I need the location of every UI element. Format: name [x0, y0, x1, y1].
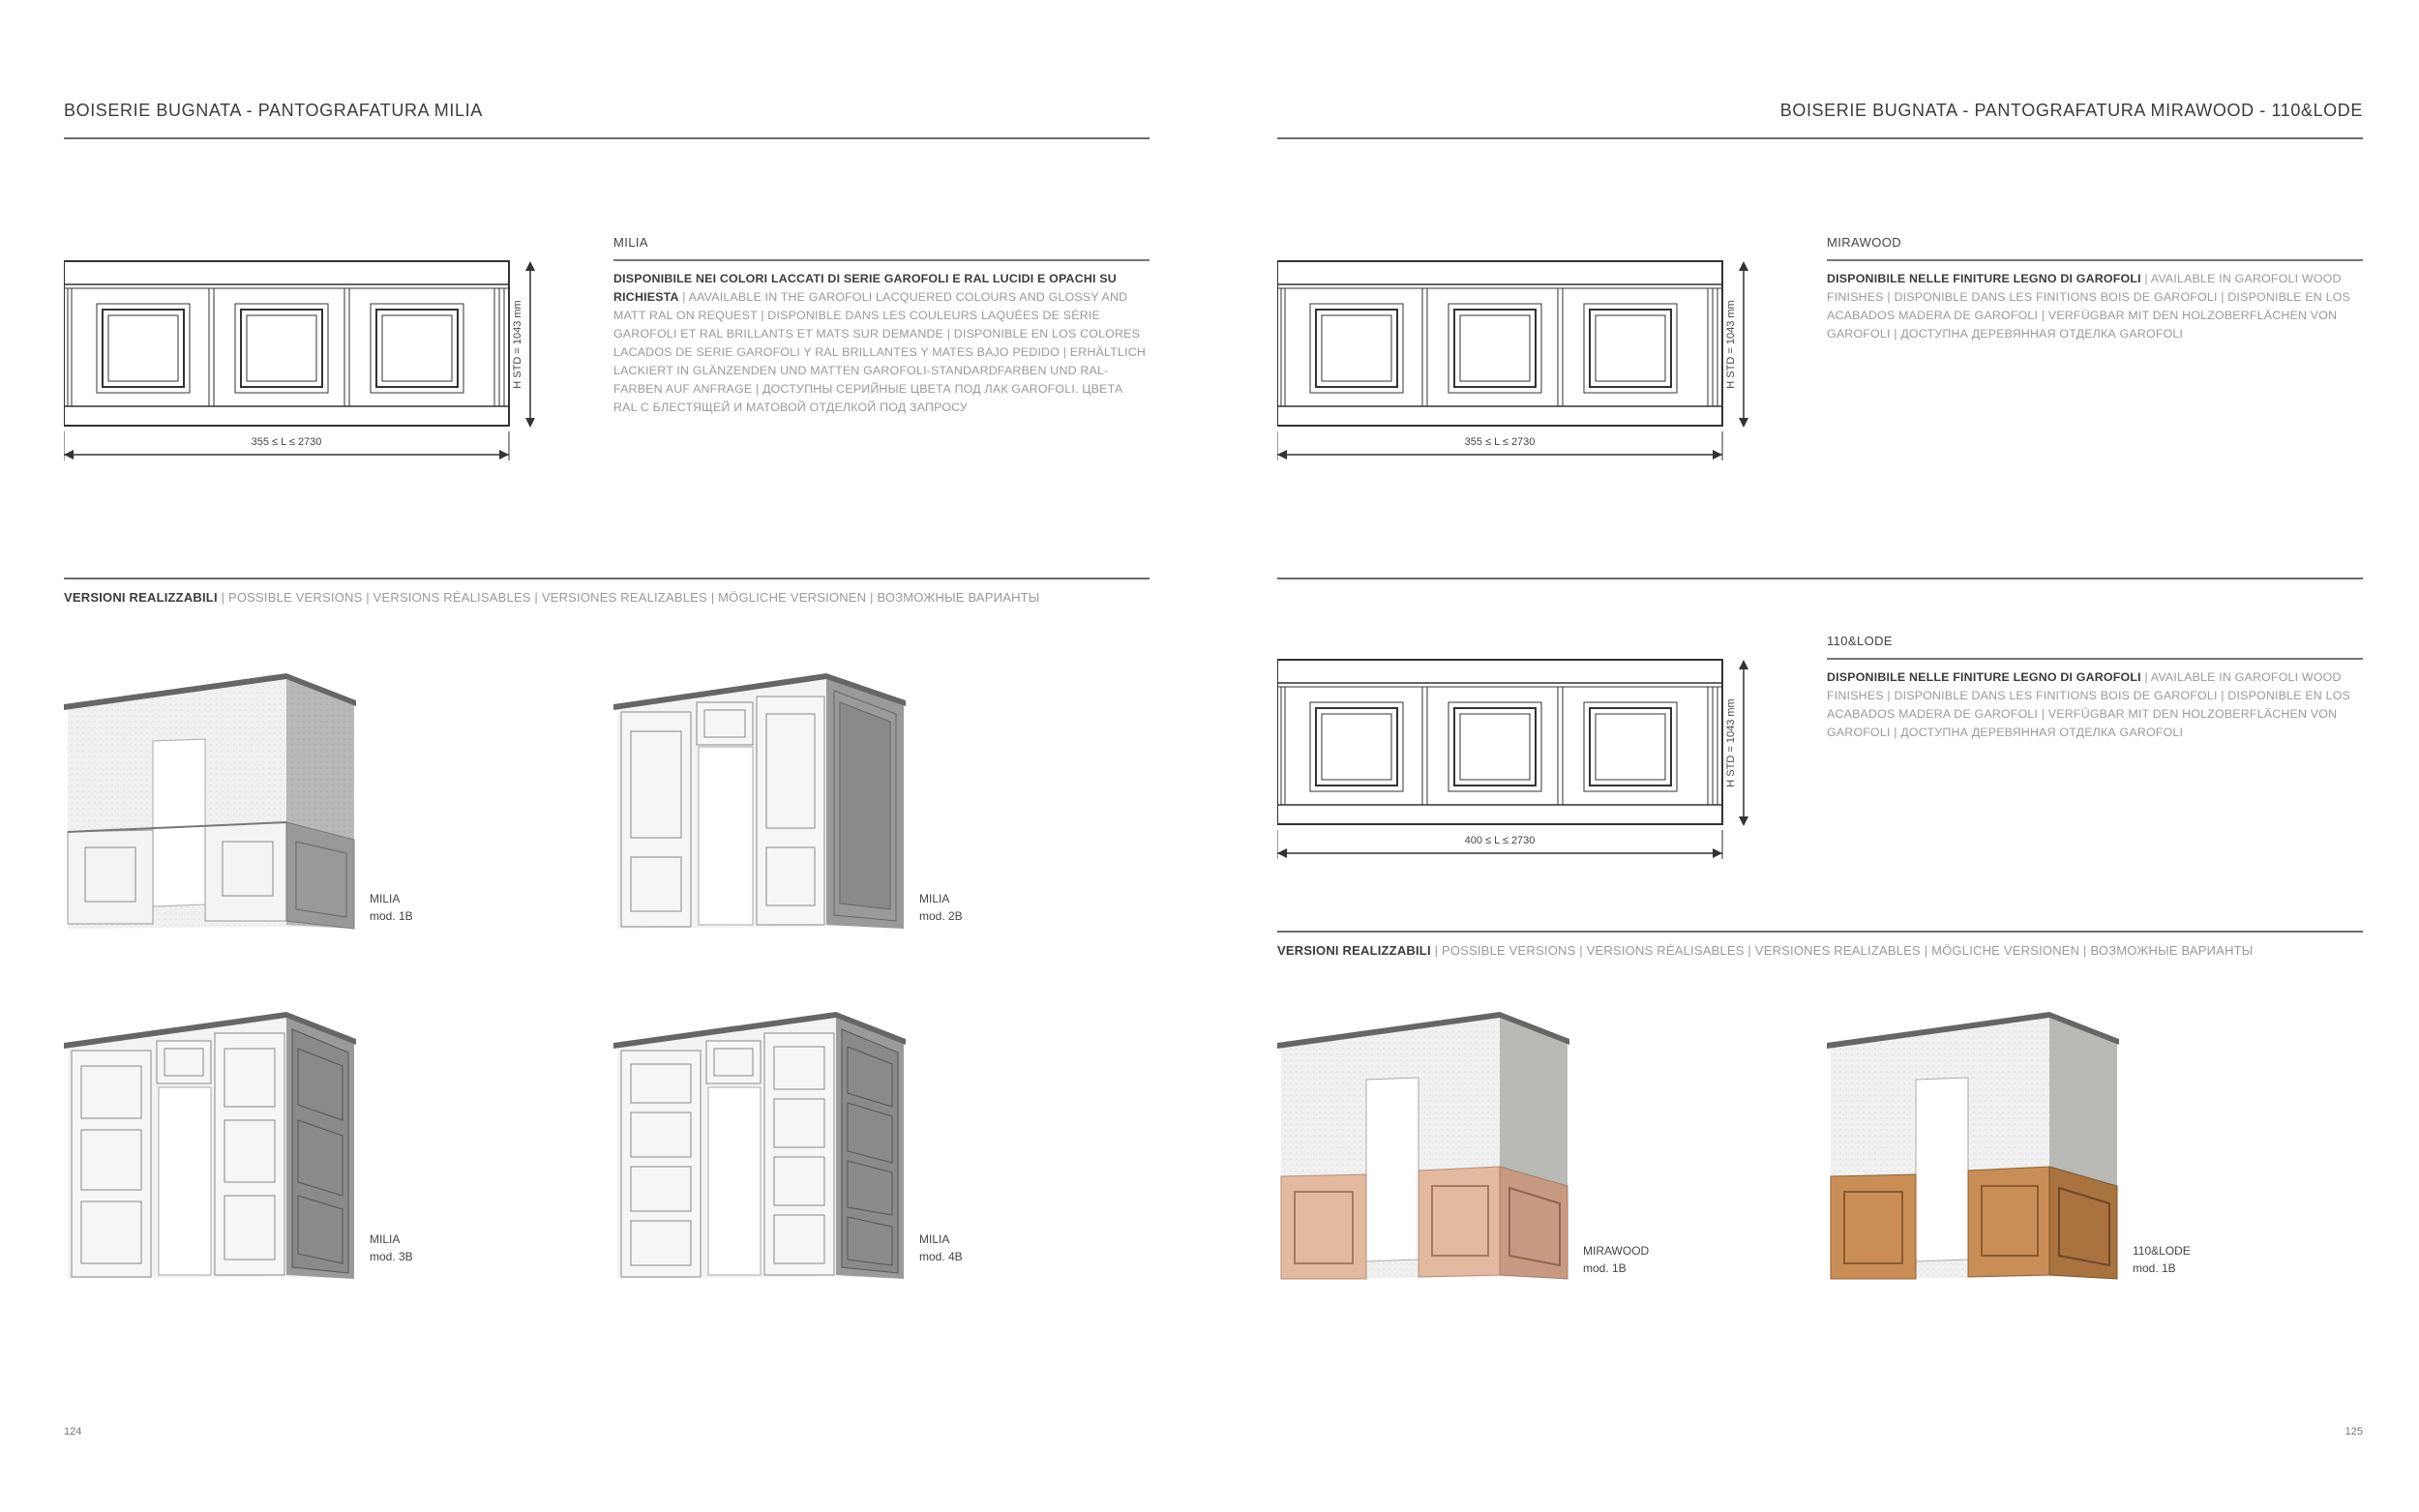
milia-mod-1b-render [64, 667, 364, 943]
right-versions-rule [1277, 931, 2363, 933]
milia-mod-2b-render [613, 667, 913, 943]
right-page-number: 125 [2344, 1426, 2363, 1438]
milia-mod-4b-caption: MILIA mod. 4B [919, 1232, 963, 1263]
left-versions-rule [64, 578, 1150, 579]
milia-mod-2b-caption: MILIA mod. 2B [919, 892, 963, 923]
milia-elevation-drawing [64, 259, 548, 472]
mirawood-elevation-drawing [1277, 259, 1761, 472]
milia-desc-rest: | AAVAILABLE IN THE GAROFOLI LACQUERED COLOURS AND GLOSSY AND MATT RAL ON REQUEST | DISPONIBLE DANS LES COULEURS LAQUÉES DE SÉRIE GAROFOLI ET RAL BRILLANTS ET MATS SUR DEMANDE | DISPONIBLE EN LOS COLORES LACADOS DE SERIE GAROFOLI Y RAL BRILLANTES Y MATES BAJO PEDIDO | ERHÄLTLICH LACKIERT IN GLÄNZENDEN UND MATTEN GAROFOLI-STANDARDFARBEN UND RAL-FARBEN AUF ANFRAGE | ДОСТУПНЫ СЕРИЙНЫЕ ЦВЕТА ПОД ЛАК GAROFOLI. ЦВЕТА RAL С БЛЕСТЯЩЕЙ И МАТОВОЙ ОТДЕЛКОЙ ПОД ЗАПРОСУ [613, 290, 1147, 414]
lode-width-dimension: 400 ≤ L ≤ 2730 [1464, 835, 1536, 846]
mirawood-mod-1b-caption: MIRAWOOD mod. 1B [1583, 1244, 1650, 1275]
milia-mod-3b-render [64, 1006, 364, 1291]
lode-label-rule [1827, 658, 2363, 660]
milia-mod-3b-caption: MILIA mod. 3B [370, 1232, 413, 1263]
right-page-title: BOISERIE BUGNATA - PANTOGRAFATURA MIRAWOOD - 110&LODE [1779, 101, 2363, 120]
lode-height-dimension: H STD = 1043 mm [1725, 698, 1737, 787]
left-versions-heading: VERSIONI REALIZZABILI | POSSIBLE VERSIONS | VERSIONS RÉALISABLES | VERSIONES REALIZABLES | MÖGLICHE VERSIONEN | ВОЗМОЖНЫЕ ВАРИАНТЫ [64, 590, 1040, 605]
milia-description [613, 270, 1148, 417]
mirawood-height-dimension: H STD = 1043 mm [1725, 300, 1737, 389]
mirawood-description: DISPONIBILE NELLE FINITURE LEGNO DI GAROFOLI | AVAILABLE IN GAROFOLI WOOD FINISHES | DISPONIBLE DANS LES FINITIONS BOIS DE GAROFOLI | DISPONIBLE EN LOS ACABADOS MADERA DE GAROFOLI | VERFÜGBAR MIT DEN HOLZOBERFLÄCHEN VON GAROFOLI | ДОСТУПНА ДЕРЕВЯННАЯ ОТДЕЛКА GAROFOLI [1827, 272, 2350, 341]
mirawood-mod-1b-render [1277, 1006, 1577, 1291]
milia-label-rule [613, 259, 1150, 261]
left-title-rule [64, 137, 1150, 139]
left-page-title: BOISERIE BUGNATA - PANTOGRAFATURA MILIA [64, 101, 483, 120]
lode-label: 110&LODE [1827, 634, 1893, 648]
mirawood-label: MIRAWOOD [1827, 235, 1902, 250]
mirawood-label-rule [1827, 259, 2363, 261]
lode-mod-1b-render [1827, 1006, 2127, 1291]
right-versions-heading: VERSIONI REALIZZABILI | POSSIBLE VERSIONS | VERSIONS RÉALISABLES | VERSIONES REALIZABLES | MÖGLICHE VERSIONEN | ВОЗМОЖНЫЕ ВАРИАНТЫ [1277, 943, 2254, 958]
milia-mod-4b-render [613, 1006, 913, 1291]
lode-elevation-drawing [1277, 658, 1761, 871]
milia-label: MILIA [613, 235, 648, 250]
lode-mod-1b-caption: 110&LODE mod. 1B [2133, 1244, 2191, 1275]
milia-desc-bold: DISPONIBILE NEI COLORI LACCATI DI SERIE GAROFOLI E RAL LUCIDI E OPACHI SU RICHIESTA [613, 272, 1117, 304]
right-title-rule [1277, 137, 2363, 139]
milia-mod-1b-caption: MILIA mod. 1B [370, 892, 413, 923]
left-page-number: 124 [64, 1426, 82, 1438]
milia-height-dimension: H STD = 1043 mm [512, 300, 523, 389]
lode-description: DISPONIBILE NELLE FINITURE LEGNO DI GAROFOLI | AVAILABLE IN GAROFOLI WOOD FINISHES | DISPONIBLE DANS LES FINITIONS BOIS DE GAROFOLI | DISPONIBLE EN LOS ACABADOS MADERA DE GAROFOLI | VERFÜGBAR MIT DEN HOLZOBERFLÄCHEN VON GAROFOLI | ДОСТУПНА ДЕРЕВЯННАЯ ОТДЕЛКА GAROFOLI [1827, 670, 2350, 739]
milia-width-dimension: 355 ≤ L ≤ 2730 [251, 436, 322, 448]
right-middle-rule [1277, 578, 2363, 579]
mirawood-width-dimension: 355 ≤ L ≤ 2730 [1464, 436, 1536, 448]
